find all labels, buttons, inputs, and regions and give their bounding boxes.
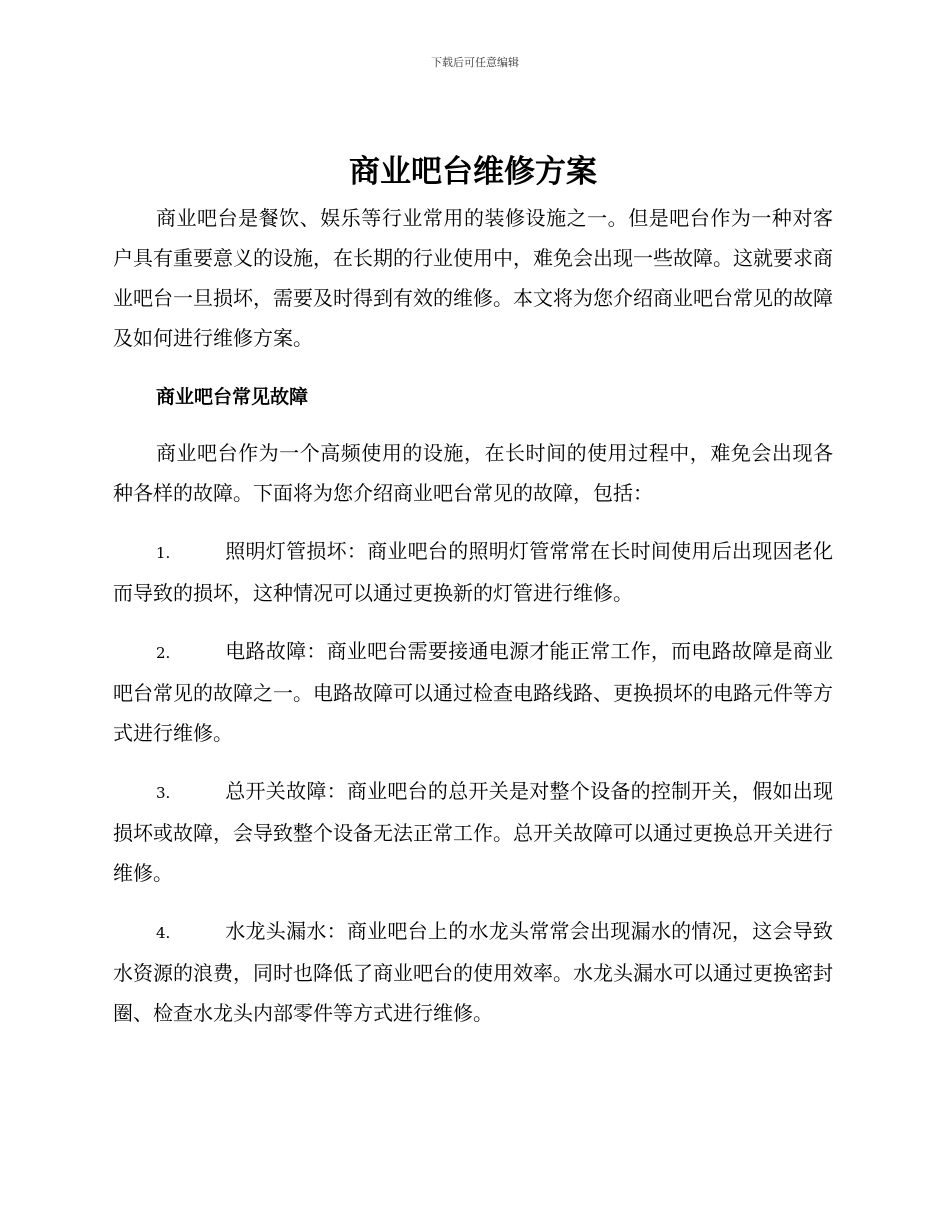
list-item-number: 4.	[156, 924, 171, 942]
list-item-number: 1.	[156, 544, 171, 562]
list-item-text: 总开关故障：商业吧台的总开关是对整个设备的控制开关，假如出现损坏或故障，会导致整个设备无法正常工作。总开关故障可以通过更换总开关进行维修。	[113, 779, 833, 885]
section-paragraph: 商业吧台作为一个高频使用的设施，在长时间的使用过程中，难免会出现各种各样的故障。下面将为您介绍商业吧台常见的故障，包括：	[113, 441, 833, 505]
list-item-number: 2.	[156, 644, 171, 662]
list-item	[113, 531, 833, 613]
section-heading: 商业吧台常见故障	[156, 386, 309, 408]
document-title: 商业吧台维修方案	[349, 154, 597, 190]
header-note: 下载后可任意编辑	[431, 56, 519, 69]
list-item	[113, 911, 833, 1033]
list-item-text: 水龙头漏水：商业吧台上的水龙头常常会出现漏水的情况，这会导致水资源的浪费，同时也降低了商业吧台的使用效率。水龙头漏水可以通过更换密封圈、检查水龙头内部零件等方式进行维修。	[113, 919, 833, 1025]
list-item-text: 电路故障：商业吧台需要接通电源才能正常工作，而电路故障是商业吧台常见的故障之一。电路故障可以通过检查电路线路、更换损坏的电路元件等方式进行维修。	[113, 639, 833, 745]
list-item	[113, 771, 833, 893]
document-body	[113, 148, 833, 1033]
list-item	[113, 631, 833, 753]
list-item-text: 照明灯管损坏：商业吧台的照明灯管常常在长时间使用后出现因老化而导致的损坏，这种情况可以通过更换新的灯管进行维修。	[113, 539, 833, 605]
list-item-number: 3.	[156, 784, 171, 802]
intro-paragraph: 商业吧台是餐饮、娱乐等行业常用的装修设施之一。但是吧台作为一种对客户具有重要意义的设施，在长期的行业使用中，难免会出现一些故障。这就要求商业吧台一旦损坏，需要及时得到有效的维修。本文将为您介绍商业吧台常见的故障及如何进行维修方案。	[113, 206, 833, 350]
